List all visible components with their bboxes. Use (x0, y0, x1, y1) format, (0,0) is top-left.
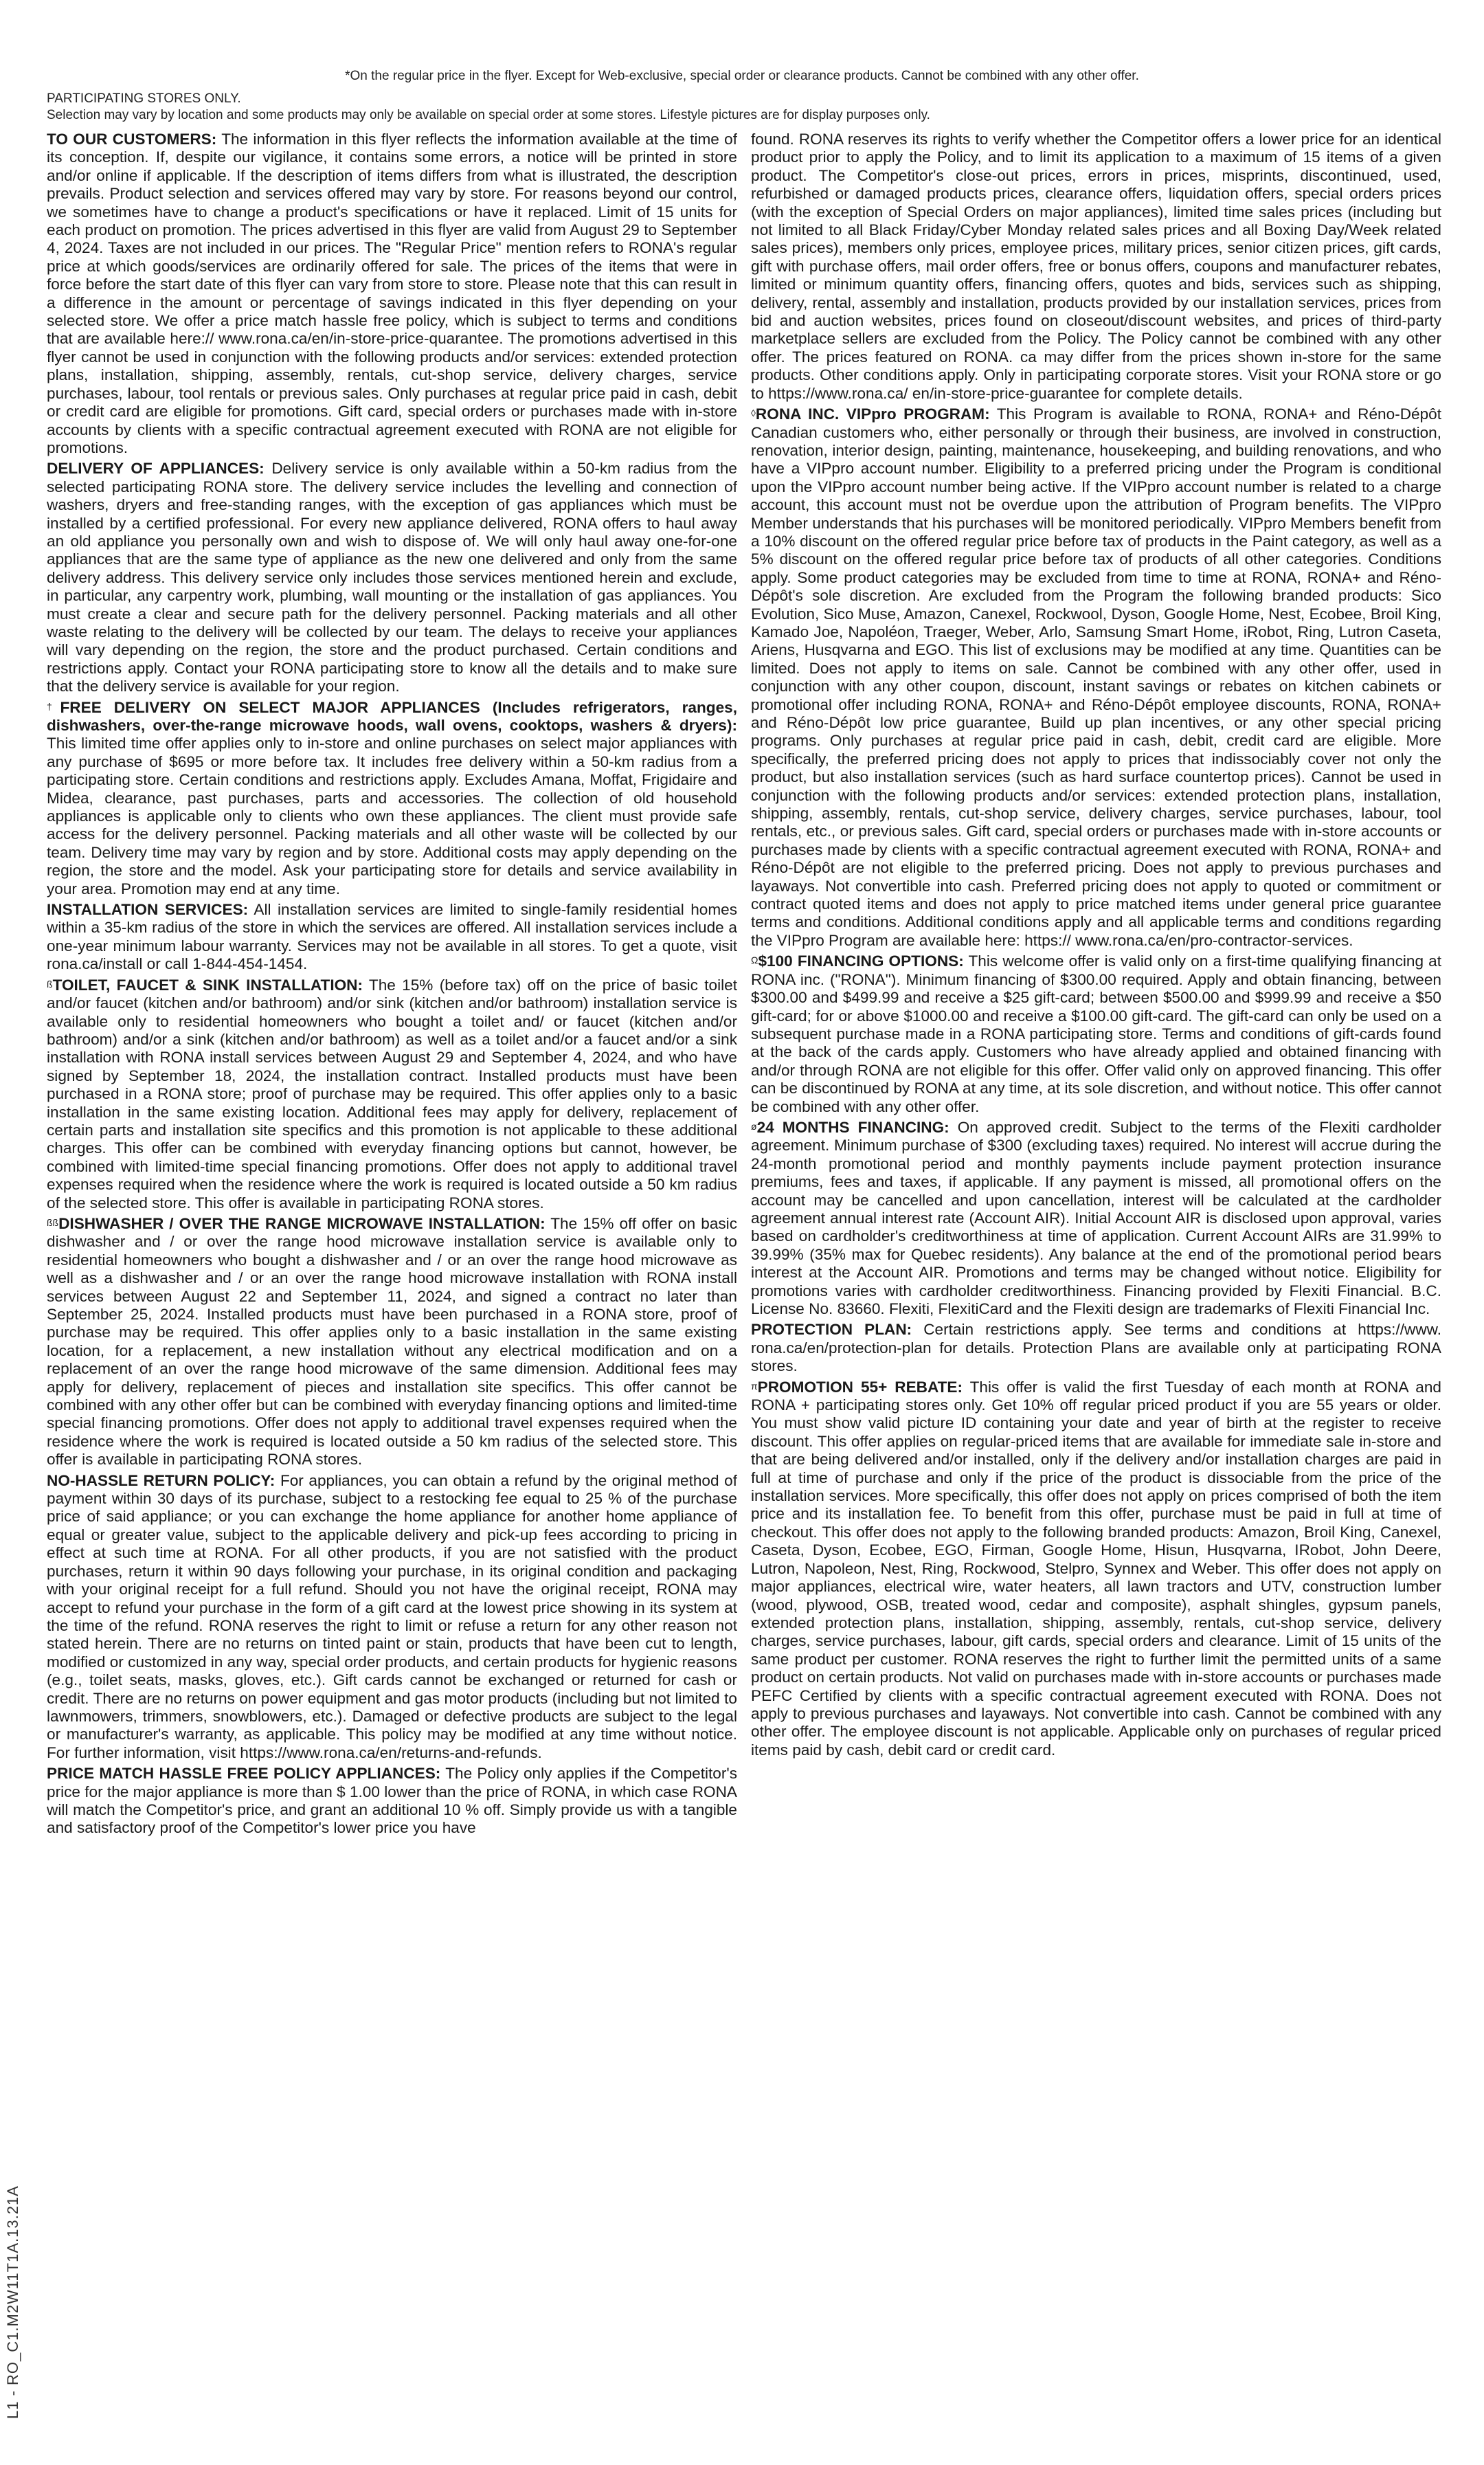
paragraph-body: Certain restrictions apply. See terms and conditions at https://www. rona.ca/en/protection-plan for details. Protection Plans are available only at participating RONA stores. (751, 1321, 1441, 1375)
legal-paragraph (47, 1765, 737, 1838)
legal-paragraph (751, 952, 1441, 1116)
legal-paragraph (47, 460, 737, 695)
selection-notice-line: Selection may vary by location and some products may only be available on special order at some stores. Lifestyle pictures are for display purposes only. (47, 108, 930, 122)
paragraph-title: PRICE MATCH HASSLE FREE POLICY APPLIANCES: (47, 1765, 441, 1783)
header-notice (47, 91, 1441, 124)
paragraph-title: DELIVERY OF APPLIANCES: (47, 460, 265, 478)
footnote-mark: † (47, 700, 60, 712)
legal-paragraph (751, 405, 1441, 950)
paragraph-title: TOILET, FAUCET & SINK INSTALLATION: (52, 976, 363, 994)
legal-paragraph (47, 901, 737, 974)
legal-paragraph (751, 131, 1441, 403)
paragraph-body: This offer is valid the first Tuesday of each month at RONA and RONA + participating stores only. Get 10% off regular priced product if you are 55 years or older. You must show valid picture ID containing your date and year of birth at the register to receive discount. This offer applies on regular-priced items that are available for immediate sale in-store and that are being delivered and/or installed, only if the delivery and/or installation charges are paid in full at time of purchase and only if the price of the product is dissociable from the price of the installation services. More specifically, this offer does not apply on prices comprised of both the item price and its installation fee. To benefit from this offer, purchase must be paid in full at time of checkout. This offer does not apply to the following branded products: Amazon, Broil King, Canexel, Caseta, Dyson, Ecobee, EGO, Firman, Google Home, Hisun, Husqvarna, IRobot, John Deere, Lutron, Napoleon, Nest, Ring, Rockwood, Stelpro, Synnex and Weber. This offer does not apply on major appliances, electrical wire, water heaters, all lawn tractors and UTV, construction lumber (wood, plywood, OSB, treated wood, cedar and composite), asphalt shingles, gypsum panels, extended protection plans, installation, shipping, assembly, rentals, cut-shop service, delivery charges, service purchases, labour, gift cards, special orders and clearance. Limit of 15 units of the same product per customer. RONA reserves the right to further limit the permitted units of a same product on certain products. Not valid on purchases made with in-store accounts or purchases made PEFC Certified by clients with a specific contractual agreement executed with RONA. Does not apply to previous purchases and layaways. Not convertible into cash. Cannot be combined with any other offer. The employee discount is not applicable. Applicable only on purchases of regular priced items paid by cash, debit card or credit card. (751, 1378, 1441, 1759)
legal-columns (47, 131, 1441, 2453)
paragraph-title: FREE DELIVERY ON SELECT MAJOR APPLIANCES (Includes refrigerators, ranges, dishwashers, over-the-range microwave hoods, wall ovens, cooktops, washers & dryers): (47, 698, 737, 734)
legal-paragraph (47, 699, 737, 898)
paragraph-body: For appliances, you can obtain a refund by the original method of payment within 30 days of its purchase, subject to a restocking fee equal to 25 % of the purchase price of said appliance; or you can exchange the home appliance for another home appliance of equal or greater value, subject to the applicable delivery and pick-up fees according to pricing in effect at such time at RONA. For all other products, if you are not satisfied with the product purchases, return it within 90 days following your purchase, in its original condition and packaging with your original receipt for a full refund. Should you not have the original receipt, RONA may accept to refund your purchase in the form of a gift card at the lowest price showing in its system at the time of the refund. RONA reserves the right to limit or refuse a return for any other reason not stated herein. There are no returns on tinted paint or stain, products that have been cut to length, modified or customized in any way, special order products, and certain products for hygienic reasons (e.g., toilet seats, masks, gloves, etc.). Gift cards cannot be exchanged or returned for cash or credit. There are no returns on power equipment and gas motor products (including but not limited to lawnmowers, trimmers, snowblowers, etc.). Damaged or defective products are subject to the legal or manufacturer's warranty, as applicable. This policy may be modified at any time without notice. For further information, visit https://www.rona.ca/en/returns-and-refunds. (47, 1471, 737, 1761)
paragraph-title: TO OUR CUSTOMERS: (47, 131, 217, 148)
paragraph-title: $100 FINANCING OPTIONS: (758, 952, 964, 970)
footnote-mark: π (751, 1380, 758, 1392)
paragraph-title: INSTALLATION SERVICES: (47, 901, 249, 919)
legal-paragraph (47, 977, 737, 1212)
paragraph-body: All installation services are limited to single-family residential homes within a 35-km radius of the store in which the services are offered. All installation services include a one-year minimum labour warranty. Services may not be available in all stores. To get a quote, visit rona.ca/install or call 1-844-454-1454. (47, 901, 737, 973)
footnote-mark: ◊ (751, 408, 756, 419)
participating-stores-line: PARTICIPATING STORES ONLY. (47, 91, 241, 106)
footnote-mark: ß (47, 978, 53, 990)
paragraph-body: This limited time offer applies only to in-store and online purchases on select major appliances with any purchase of $695 or more before tax. It includes free delivery within a 50-km radius from a participating store. Certain conditions and restrictions apply. Excludes Amana, Moffat, Frigidaire and Midea, clearance, past purchases, parts and accessories. The collection of old household appliances is applicable only to clients who own these appliances. The client must provide safe access for the delivery personnel. Packing materials and all other waste will be collected by our team. Delivery time may vary by region and by store. Additional costs may apply depending on the region, the store and the model. Ask your participating store for details and service availability in your area. Promotion may end at any time. (47, 735, 737, 897)
paragraph-body: On approved credit. Subject to the terms of the Flexiti cardholder agreement. Minimum purchase of $300 (excluding taxes) required. No interest will accrue during the 24-month promotional period and monthly payments include payment protection insurance premiums, fees and taxes, if applicable. If any payment is missed, all promotional offers on the account may be cancelled and upon cancellation, interest will be calculated at the cardholder agreement annual interest rate (Account AIR). Initial Account AIR is disclosed upon approval, varies based on cardholder's creditworthiness at time of application. Current Account AIRs are 31.99% to 39.99% (35% max for Quebec residents). Any balance at the end of the promotional period bears interest at the Account AIR. Promotions and terms may be changed without notice. Eligibility for promotions varies with cardholder creditworthiness. Financing provided by Flexiti Financial. B.C. License No. 83660. Flexiti, FlexitiCard and the Flexiti design are trademarks of Flexiti Financial Inc. (751, 1118, 1441, 1317)
legal-paragraph (751, 1119, 1441, 1318)
paragraph-body: Delivery service is only available within a 50-km radius from the selected participating RONA store. The delivery service includes the levelling and connection of washers, dryers and free-standing ranges, with the exception of gas appliances which must be installed by a certified professional. For every new appliance delivered, RONA offers to haul away an old appliance you personally own and wish to dispose of. We will only haul away one-for-one appliances that are the same type of appliance as the new one delivered and only from the same delivery address. This delivery service only includes those services mentioned herein and exclude, in particular, any carpentry work, plumbing, wall mounting or the installation of gas appliances. You must create a clear and secure path for the delivery personnel. Packing materials and all other waste relating to the delivery will be collected by our team. The delays to receive your appliances will vary depending on the region, the store and the product purchased. Certain conditions and restrictions apply. Contact your RONA participating store to know all the details and to make sure that the delivery service is available for your region. (47, 460, 737, 695)
footnote-mark: ßß (47, 1216, 59, 1228)
legal-paragraph (47, 1215, 737, 1469)
paragraph-body: The 15% (before tax) off on the price of basic toilet and/or faucet (kitchen and/or bathroom) and/or sink (kitchen and/or bathroom) installation service is available only to residential homeowners who bought a toilet and/ or faucet (kitchen and/or bathroom) and/or a sink (kitchen and/or bathroom) as well as a toilet and/or a faucet and/or a sink installation with RONA install services between August 29 and September 4, 2024, and who have signed by September 18, 2024, the installation contract. Installed products must have been purchased in a RONA store; proof of purchase may be required. This offer applies only to a basic installation in the same existing location. Additional fees may apply for delivery, replacement of certain parts and installation site specifics and this promotion is not applicable to these additional charges. This offer can be combined with everyday financing options but cannot, however, be combined with limited-time special financing promotions. Offer does not apply to additional travel expenses required when the residence where the work is required is located outside a 50 km radius of the selected store. This offer is available in participating RONA stores. (47, 976, 737, 1212)
paragraph-body: This welcome offer is valid only on a first-time qualifying financing at RONA inc. ("RONA"). Minimum financing of $300.00 required. Apply and obtain financing, between $300.00 and $499.99 and receive a $25 gift-card; between $500.00 and $999.99 and receive a $50 gift-card; for or above $1000.00 and receive a $100.00 gift-card. The gift-card can only be used on a subsequent purchase made in a RONA participating store. Terms and conditions of gift-cards found at the back of the cards apply. Customers who have already applied and obtained financing with and/or through RONA are not eligible for this offer. Offer valid only on approved financing. This offer can be discontinued by RONA at any time, at its sole discretion, and without notice. This offer cannot be combined with any other offer. (751, 952, 1441, 1115)
right-column (751, 131, 1441, 2453)
paragraph-body: found. RONA reserves its rights to verify whether the Competitor offers a lower price for an identical product prior to apply the Policy, and to limit its application to a maximum of 15 items of a given product. The Competitor's close-out prices, errors in prices, misprints, discontinued, used, refurbished or damaged products prices, clearance offers, liquidation offers, special orders prices (with the exception of Special Orders on major appliances), limited time sales prices (including but not limited to all Black Friday/Cyber Monday related sales prices and all Boxing Day/Week related sales prices), members only prices, employee prices, military prices, senior citizen prices, gift cards, gift with purchase offers, mail order offers, free or bonus offers, coupons and manufacturer rebates, limited or minimum quantity offers, financing offers, quotes and bids, services such as shipping, delivery, rental, assembly and installation, products provided by our installation services, prices from bid and auction websites, prices found on closeout/discount websites, and prices of third-party marketplace sellers are excluded from the Policy. The Policy cannot be combined with any other offer. The prices featured on RONA. ca may differ from the prices shown in-store for the same products. Other conditions apply. Only in participating corporate stores. Visit your RONA store or go to https://www.rona.ca/ en/in-store-price-guarantee for complete details. (751, 131, 1441, 402)
footnote-mark: ø (751, 1120, 757, 1132)
spine-code: L1 - RO_C1.M2W11T1A.13.21A (4, 2185, 21, 2419)
paragraph-title: NO-HASSLE RETURN POLICY: (47, 1471, 276, 1489)
paragraph-title: DISHWASHER / OVER THE RANGE MICROWAVE INSTALLATION: (58, 1214, 546, 1232)
legal-paragraph (751, 1379, 1441, 1760)
paragraph-title: PROTECTION PLAN: (751, 1321, 912, 1339)
paragraph-title: 24 MONTHS FINANCING: (756, 1118, 949, 1136)
legal-paragraph (47, 131, 737, 457)
paragraph-title: PROMOTION 55+ REBATE: (757, 1378, 963, 1396)
legal-paragraph (47, 1472, 737, 1763)
footnote-mark: Ω (751, 955, 758, 966)
paragraph-body: The 15% off offer on basic dishwasher and / or over the range hood microwave installation service is available only to residential homeowners who bought a dishwasher and / or an over the range hood microwave as well as a dishwasher and / or an over the range hood microwave installation with RONA install services between August 22 and September 11, 2024, and signed a contract no later than September 25, 2024. Installed products must have been purchased in a RONA store, proof of purchase may be required. This offer applies only to a basic installation in the same existing location, for a replacement, a new installation without any electrical modification and on a replacement of an over the range hood microwave of the same dimension. Additional fees may apply for delivery, replacement of pieces and installation site specifics. This offer cannot be combined with any other offer but can be combined with everyday financing options and limited-time special financing promotions. Offer does not apply to additional travel expenses required when the residence where the work is required is located outside a 50 km radius of the selected store. This offer is available in participating RONA stores. (47, 1214, 737, 1469)
paragraph-title: RONA INC. VIPpro PROGRAM: (755, 405, 990, 423)
left-column (47, 131, 737, 2453)
paragraph-body: The Policy only applies if the Competitor's price for the major appliance is more than $ 1.00 lower than the price of RONA, in which case RONA will match the Competitor's price, and grant an additional 10 % off. Simply provide us with a tangible and satisfactory proof of the Competitor's lower price you have (47, 1765, 737, 1837)
legal-paragraph (751, 1321, 1441, 1375)
top-footnote: *On the regular price in the flyer. Except for Web-exclusive, special order or clearance products. Cannot be combined with any other offer. (345, 69, 1139, 83)
paragraph-body: This Program is available to RONA, RONA+ and Réno-Dépôt Canadian customers who, either personally or through their business, are involved in construction, renovation, interior design, painting, maintenance, housekeeping, and building renovations, and who have a VIPpro account number. Eligibility to a preferred pricing under the Program is conditional upon the VIPpro account number being active. If the VIPpro account number is related to a charge account, this account must not be overdue upon the attribution of Program benefits. The VIPpro Member understands that his purchases will be monitored periodically. VIPpro Members benefit from a 10% discount on the offered regular price before tax of products in the Paint category, as well as a 5% discount on the offered regular price before tax of products of all other categories. Conditions apply. Some product categories may be excluded from time to time at RONA, RONA+ and Réno-Dépôt's sole discretion. Are excluded from the Program the following branded products: Sico Evolution, Sico Muse, Amazon, Canexel, Rockwool, Dyson, Google Home, Nest, Ecobee, Broil King, Kamado Joe, Napoléon, Traeger, Weber, Arlo, Samsung Smart Home, iRobot, Ring, Lutron Caseta, Ariens, Husqvarna and EGO. This list of exclusions may be modified at any time. Quantities can be limited. Does not apply to items on sale. Cannot be combined with any other offer, used in conjunction with any other coupon, discount, instant savings or rebates on kitchen cabinets or promotional offer including RONA, RONA+ and Réno-Dépôt employee discounts, RONA, RONA+ and Réno-Dépôt low price guarantee, Build up plan incentives, or any other special pricing programs. Only purchases at regular price paid in cash, debit, credit card are eligible. More specifically, the preferred pricing does not apply to prices that indissociably cover not only the product, but also installation services (such as hard surface countertop prices). Cannot be used in conjunction with the following products and/or services: extended protection plans, installation, shipping, assembly, rentals, cut-shop service, delivery charges, service purchases, labour, tool rentals, etc., or previous sales. Gift card, special orders or purchases made with in-store accounts or purchases made by clients with a specific contractual agreement executed with RONA, RONA+ and Réno-Dépôt are not eligible to the preferred pricing. Does not apply to previous purchases and layaways. Not convertible into cash. Preferred pricing does not apply to quoted or commitment or contract quoted items and does not apply to price matched items under general price guarantee terms and conditions. Additional conditions apply and all applicable terms and conditions regarding the VIPpro Program are available here: https:// www.rona.ca/en/pro-contractor-services. (751, 405, 1441, 949)
paragraph-body: The information in this flyer reflects the information available at the time of its conception. If, despite our vigilance, it contains some errors, a notice will be printed in store and/or online if applicable. If the description of items differs from what is illustrated, the description prevails. Product selection and services offered may vary by store. For reasons beyond our control, we sometimes have to change a product's specifications or have it replaced. Limit of 15 units for each product on promotion. The prices advertised in this flyer are valid from August 29 to September 4, 2024. Taxes are not included in our prices. The "Regular Price" mention refers to RONA's regular price at which goods/services are ordinarily offered for sale. The prices of the items that were in force before the start date of this flyer can vary from store to store. Please note that this can result in a difference in the amount or percentage of savings indicated in this flyer depending on your selected store. We offer a price match hassle free policy, which is subject to terms and conditions that are available here:// www.rona.ca/en/in-store-price-quarantee. The promotions advertised in this flyer cannot be used in conjunction with the following products and/or services: extended protection plans, installation, shipping, assembly, rentals, cut-shop service, delivery charges, service purchases, labour, tool rentals or previous sales. Only purchases at regular price paid in cash, debit or credit card are eligible for promotions. Gift card, special orders or purchases made with in-store accounts by clients with a specific contractual agreement executed with RONA are not eligible for promotions. (47, 131, 737, 456)
